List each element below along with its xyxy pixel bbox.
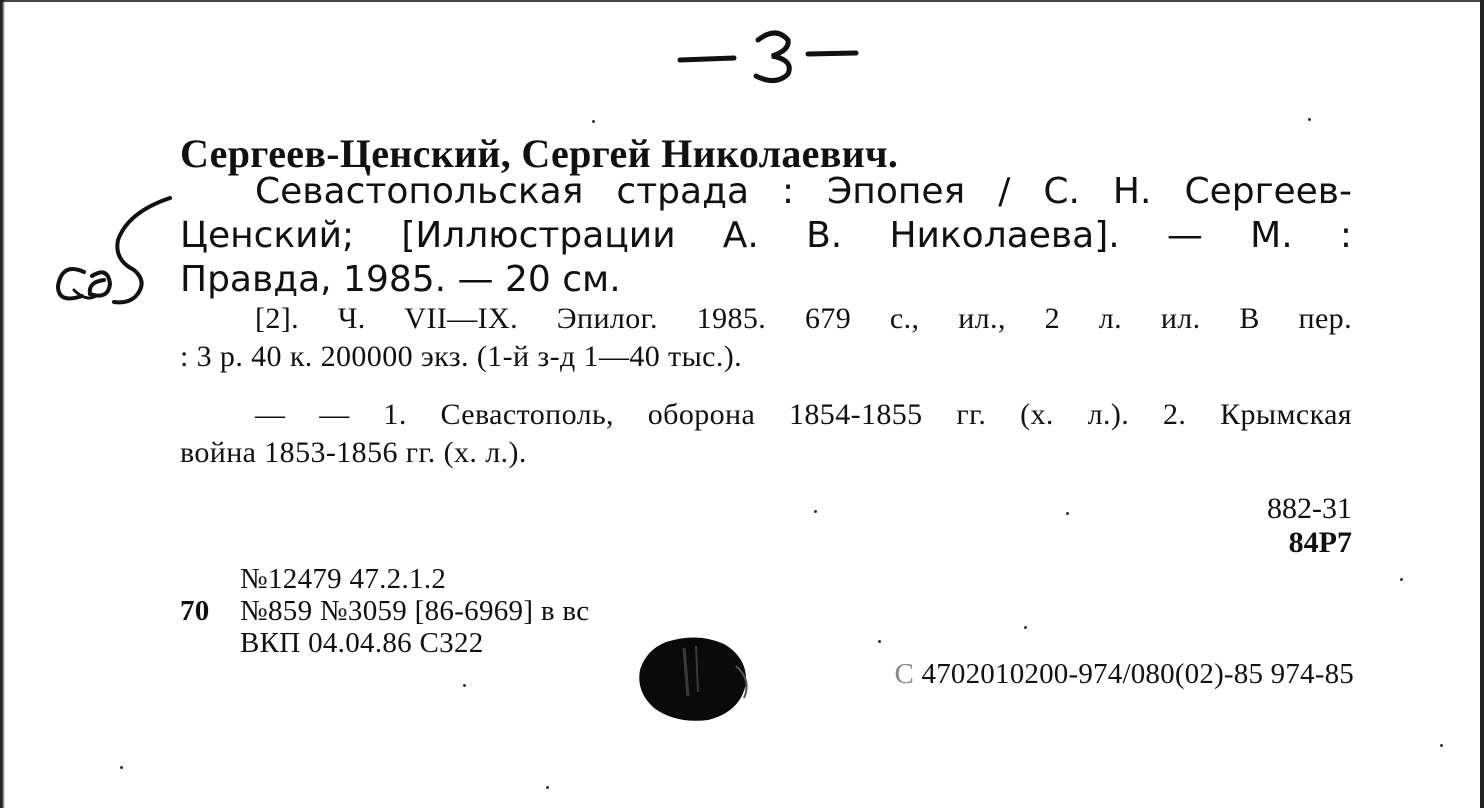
ink-blot-shape xyxy=(636,636,754,722)
scan-speck xyxy=(1024,626,1027,629)
classification-codes xyxy=(1267,492,1352,560)
scan-edge-right xyxy=(1480,0,1484,808)
tech-line-text: ВКП 04.04.86 С322 xyxy=(240,627,484,659)
scan-speck xyxy=(1440,744,1443,747)
tech-line xyxy=(180,627,589,659)
page-number-text xyxy=(672,18,862,19)
scan-speck xyxy=(878,640,881,643)
bbk-code: 84Р7 xyxy=(1288,526,1352,559)
title-line: Правда, 1985. — 20 см. xyxy=(180,259,621,300)
scan-speck xyxy=(546,786,549,789)
scan-speck xyxy=(814,510,817,513)
scan-edge-top xyxy=(0,0,1484,2)
subject-headings xyxy=(180,396,1352,472)
tech-line xyxy=(180,563,589,595)
scan-speck xyxy=(1400,578,1403,581)
tech-line-text: №12479 47.2.1.2 xyxy=(240,563,447,595)
subject-line: война 1853-1856 гг. (х. л.). xyxy=(180,436,527,469)
scan-speck xyxy=(1066,512,1069,515)
description-line: [2]. Ч. VII—IX. Эпилог. 1985. 679 с., ил., 2 л. ил. В пер. xyxy=(255,302,1352,335)
ink-blot xyxy=(636,636,754,722)
subject-line: — — 1. Севастополь, оборона 1854-1855 гг. (х. л.). 2. Крымская xyxy=(255,398,1352,431)
isbn-line xyxy=(895,657,1355,691)
description-line: : 3 р. 40 к. 200000 экз. (1-й з-д 1—40 тыс.). xyxy=(180,340,743,373)
tech-line xyxy=(180,595,589,627)
title-statement xyxy=(180,170,1352,302)
scan-speck xyxy=(463,684,466,687)
page-number xyxy=(672,18,862,98)
isbn-number: 4702010200-974/080(02)-85 974-85 xyxy=(921,658,1354,690)
isbn-prefix: С xyxy=(894,658,915,690)
page-number-handwriting xyxy=(672,18,862,98)
tech-line-text: №859 №3059 [86-6969] в вс xyxy=(240,595,590,627)
physical-description xyxy=(180,300,1352,376)
scan-speck xyxy=(120,766,123,769)
scan-speck xyxy=(592,120,595,123)
scan-speck xyxy=(1308,118,1311,121)
scan-edge-left xyxy=(0,0,5,808)
title-line: Севастопольская страда : Эпопея / С. Н. Сергеев- xyxy=(255,171,1352,212)
handwritten-margin-note xyxy=(48,190,188,320)
handwritten-note-strokes xyxy=(48,190,188,320)
udk-code: 882-31 xyxy=(1267,492,1352,525)
technical-data xyxy=(180,563,589,659)
title-line: Ценский; [Иллюстрации А. В. Николаева]. — М. : xyxy=(180,215,1352,256)
author-heading: Сергеев-Ценский, Сергей Николаевич. xyxy=(180,131,899,176)
tech-line-number: 70 xyxy=(180,595,210,627)
